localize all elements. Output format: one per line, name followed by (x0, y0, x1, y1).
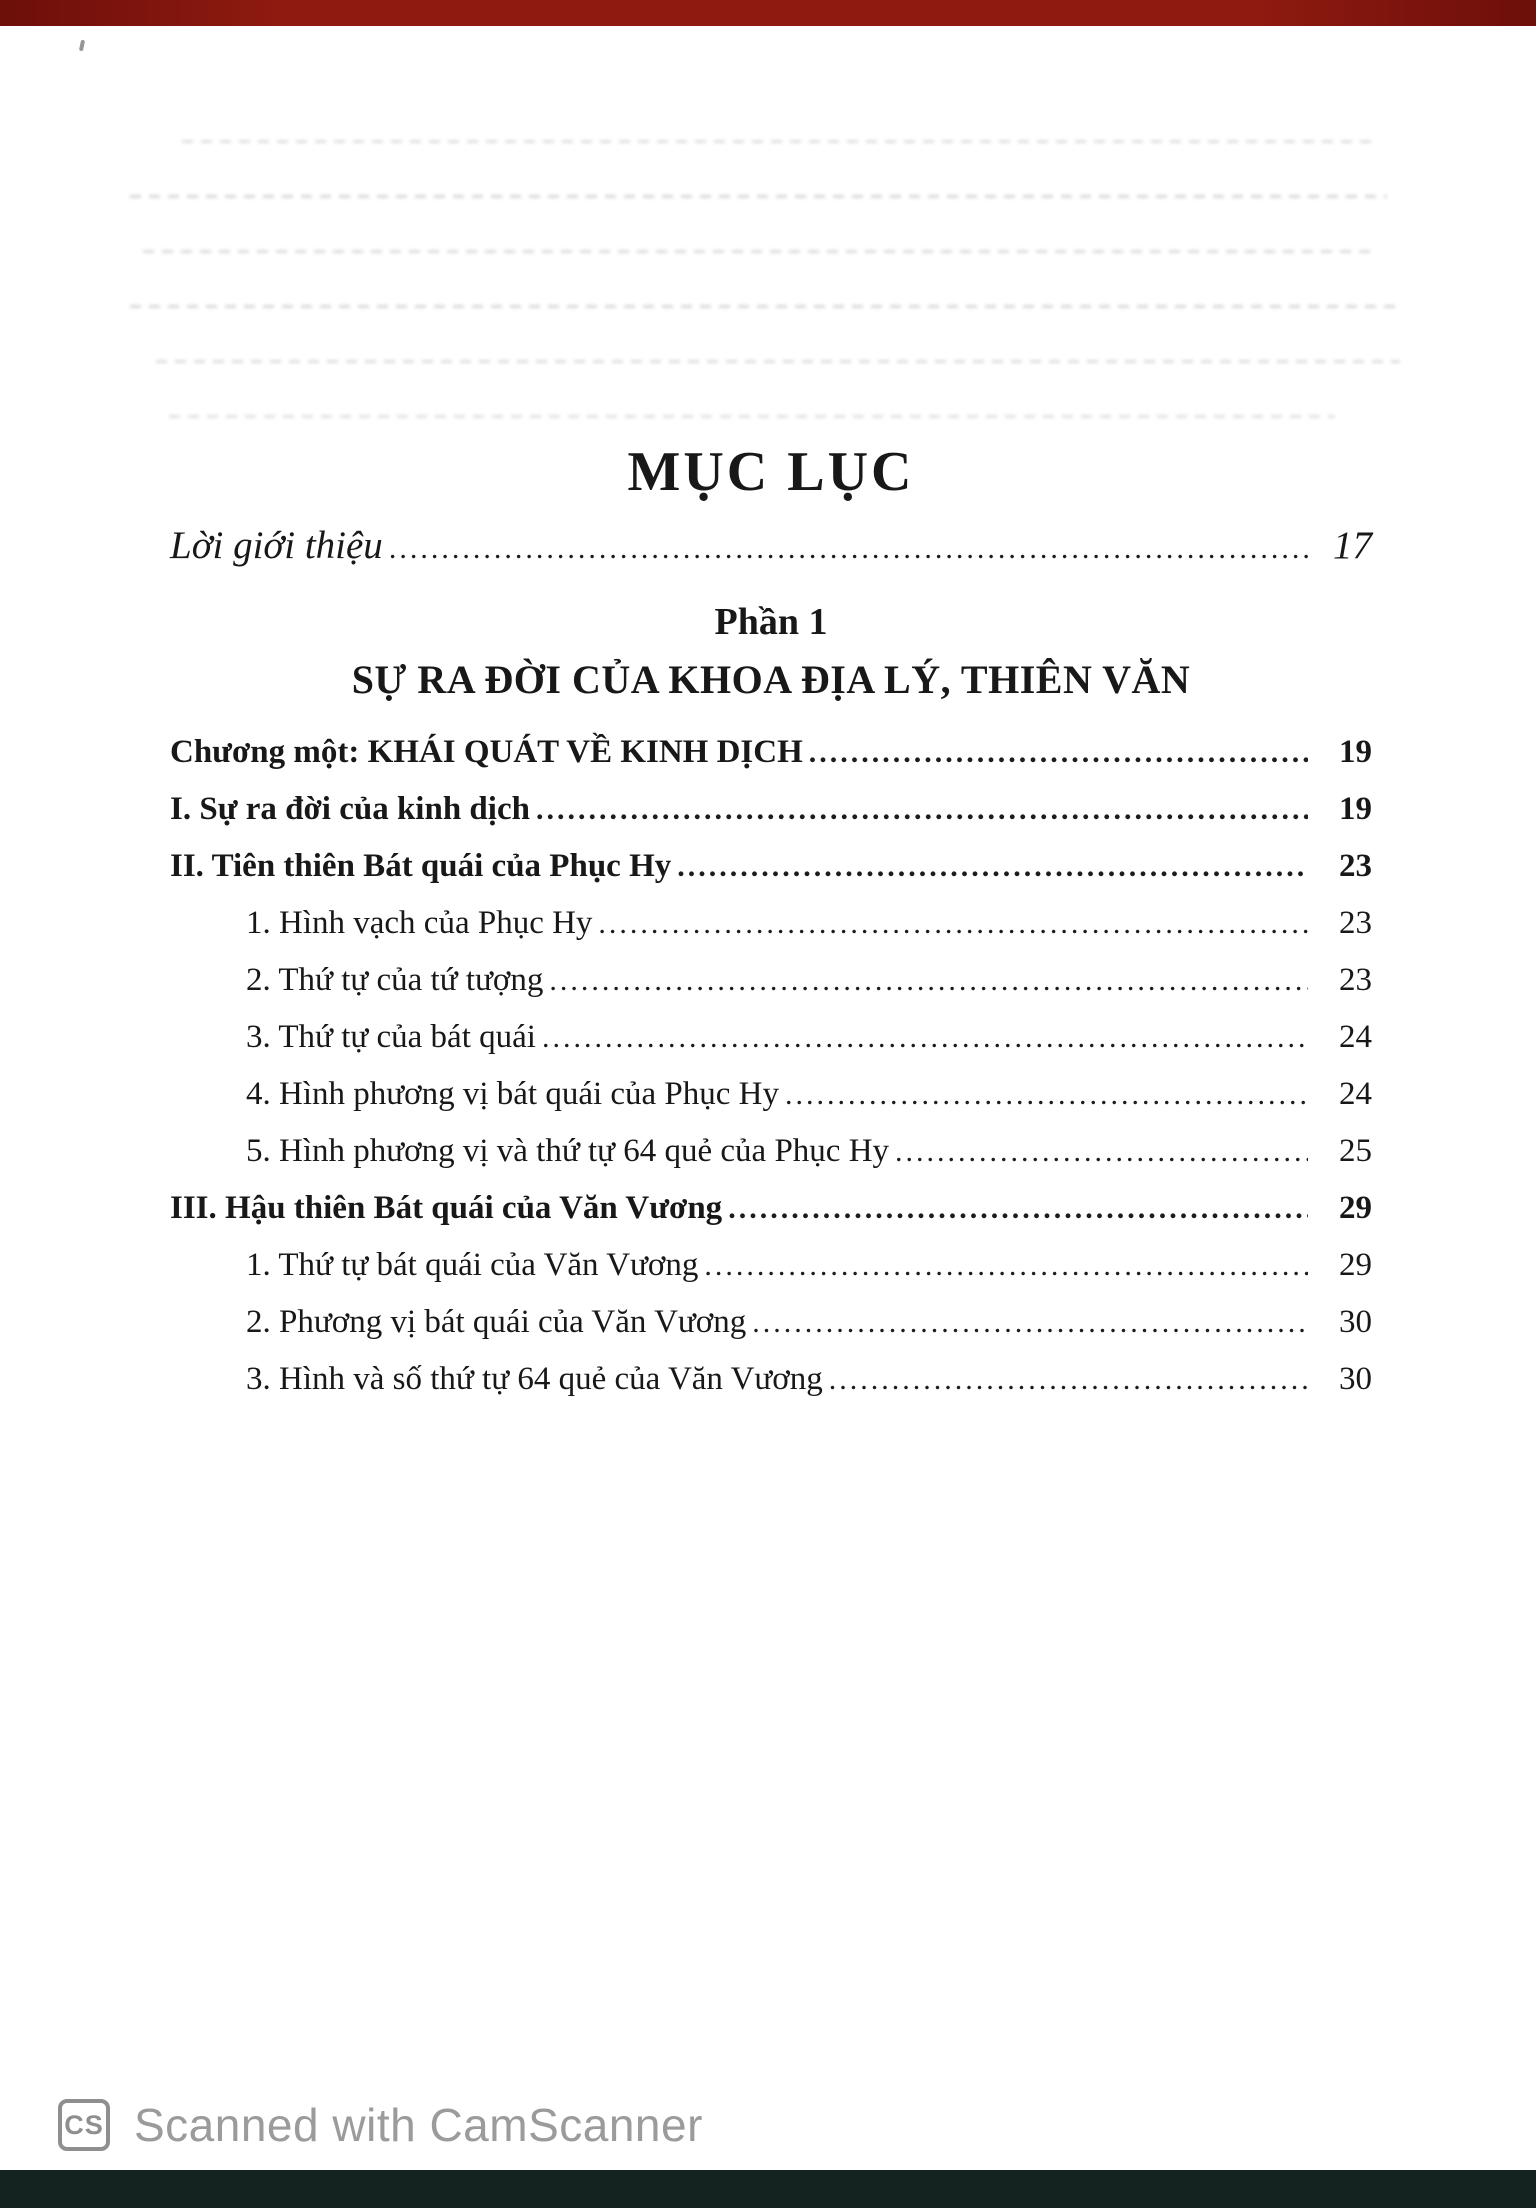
bleedthrough-line (182, 140, 1374, 143)
toc-entry-page: 24 (1339, 1019, 1372, 1055)
toc-leader-dots (809, 724, 1308, 781)
toc-entry-list (170, 724, 1372, 1408)
toc-entry (170, 838, 1372, 895)
toc-entry (170, 1180, 1372, 1237)
toc-title: MỤC LỤC (627, 441, 915, 503)
camscanner-logo-icon: CS (58, 2099, 110, 2151)
bleedthrough-line (130, 195, 1387, 198)
toc-leader-dots (389, 514, 1308, 581)
bottom-edge-strip (0, 2170, 1536, 2208)
toc-entry-label: I. Sự ra đời của kinh dịch (170, 791, 530, 827)
toc-leader-dots (785, 1066, 1308, 1123)
toc-entry (170, 1009, 1372, 1066)
toc-entry-page: 29 (1339, 1190, 1372, 1226)
toc-entry-label: II. Tiên thiên Bát quái của Phục Hy (170, 848, 672, 884)
bleedthrough-artifact (130, 140, 1426, 460)
toc-entry (170, 514, 1372, 578)
toc-entry-page: 23 (1339, 962, 1372, 998)
toc-leader-dots (704, 1237, 1308, 1294)
toc-leader-dots (677, 838, 1308, 895)
bleedthrough-line (130, 305, 1400, 308)
toc-leader-dots (536, 781, 1308, 838)
toc-entry (170, 1123, 1372, 1180)
toc-entry-label: 2. Thứ tự của tứ tượng (246, 962, 544, 998)
toc-leader-dots (549, 952, 1308, 1009)
toc-entry (170, 952, 1372, 1009)
toc-front-list (170, 514, 1372, 578)
top-edge-strip (0, 0, 1536, 26)
toc-entry-page: 17 (1333, 524, 1372, 567)
camscanner-caption: Scanned with CamScanner (134, 2099, 703, 2151)
toc-entry-label: 4. Hình phương vị bát quái của Phục Hy (246, 1076, 780, 1112)
toc-leader-dots (895, 1123, 1308, 1180)
toc-entry-label: 1. Hình vạch của Phục Hy (246, 905, 593, 941)
toc-entry (170, 1066, 1372, 1123)
toc-entry-label: 3. Hình và số thứ tự 64 quẻ của Văn Vương (246, 1361, 823, 1397)
scan-speck (79, 40, 85, 52)
toc-entry-page: 19 (1339, 791, 1372, 827)
toc-leader-dots (542, 1009, 1308, 1066)
toc-entry-label: 2. Phương vị bát quái của Văn Vương (246, 1304, 747, 1340)
toc-entry-page: 30 (1339, 1361, 1372, 1397)
toc-entry-page: 23 (1339, 848, 1372, 884)
toc-entry-page: 25 (1339, 1133, 1372, 1169)
bleedthrough-line (169, 415, 1335, 418)
camscanner-footer (0, 2080, 1536, 2170)
toc-entry-label: 5. Hình phương vị và thứ tự 64 quẻ của Phục Hy (246, 1133, 890, 1169)
toc-entry-label: 1. Thứ tự bát quái của Văn Vương (246, 1247, 699, 1283)
toc-entry-label: III. Hậu thiên Bát quái của Văn Vương (170, 1190, 723, 1226)
toc-entry-page: 30 (1339, 1304, 1372, 1340)
toc-entry (170, 724, 1372, 781)
part-heading: SỰ RA ĐỜI CỦA KHOA ĐỊA LÝ, THIÊN VĂN (351, 657, 1191, 702)
toc-leader-dots (598, 895, 1308, 952)
toc-leader-dots (829, 1351, 1308, 1408)
bleedthrough-line (143, 250, 1374, 253)
toc-entry-label: Chương một: KHÁI QUÁT VỀ KINH DỊCH (170, 734, 803, 770)
part-kicker: Phần 1 (714, 601, 828, 643)
toc-entry-page: 23 (1339, 905, 1372, 941)
toc-entry (170, 895, 1372, 952)
toc-entry-label: 3. Thứ tự của bát quái (246, 1019, 536, 1055)
toc-leader-dots (752, 1294, 1308, 1351)
toc-entry-label: Lời giới thiệu (170, 524, 383, 567)
toc-entry-page: 29 (1339, 1247, 1372, 1283)
toc-leader-dots (728, 1180, 1308, 1237)
toc-entry (170, 1237, 1372, 1294)
toc-entry (170, 781, 1372, 838)
toc-entry (170, 1294, 1372, 1351)
toc-entry-page: 19 (1339, 734, 1372, 770)
toc-entry (170, 1351, 1372, 1408)
toc-entry-page: 24 (1339, 1076, 1372, 1112)
bleedthrough-line (156, 360, 1400, 363)
